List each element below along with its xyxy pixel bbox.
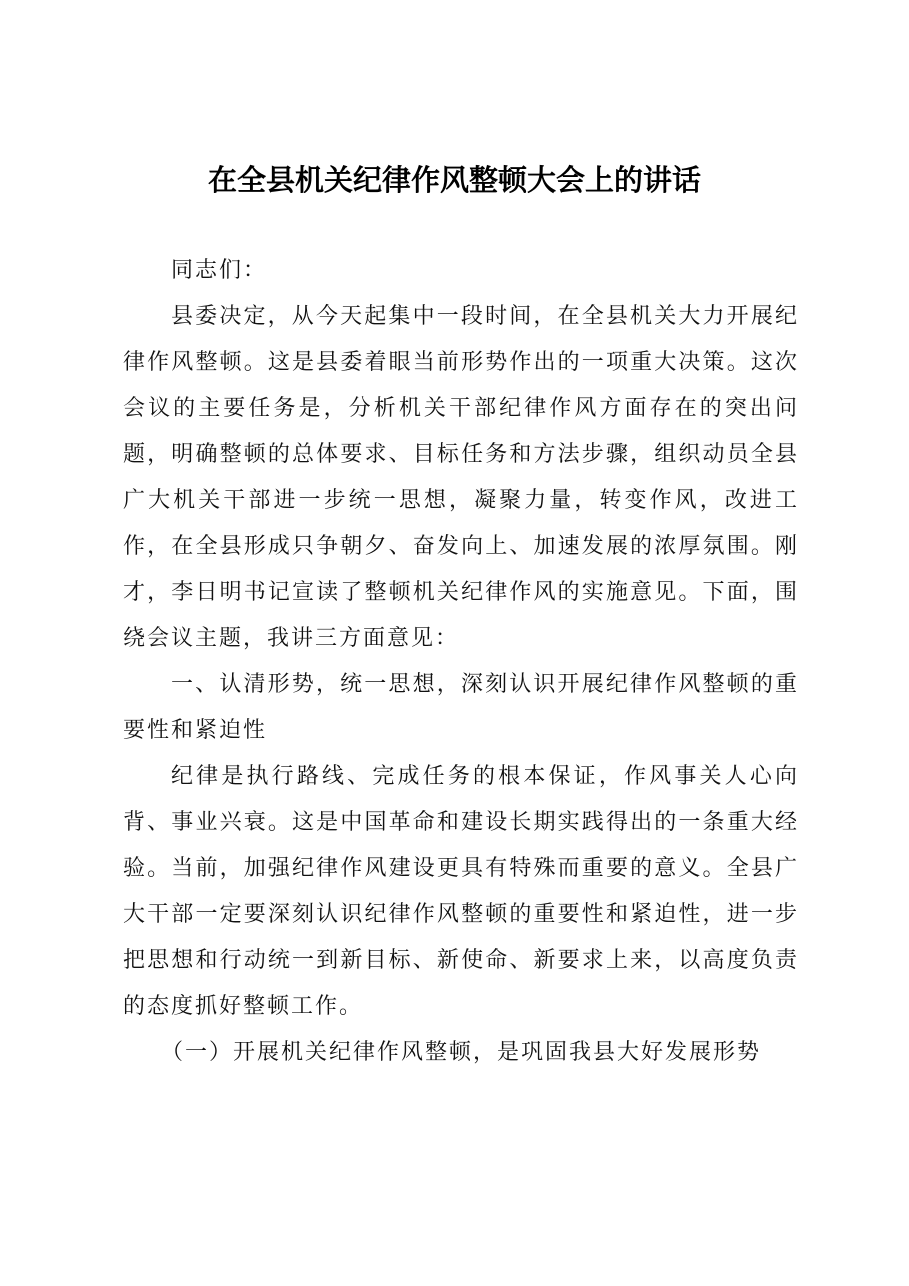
section-heading-1: 一、认清形势，统一思想，深刻认识开展纪律作风整顿的重要性和紧迫性 <box>123 672 799 743</box>
intro-paragraph: 县委决定，从今天起集中一段时间，在全县机关大力开展纪律作风整顿。这是县委着眼当前形势作出的一项重大决策。这次会议的主要任务是，分析机关干部纪律作风方面存在的突出问题，明确整顿的总体要求、目标任务和方法步骤，组织动员全县广大机关干部进一步统一思想，凝聚力量，转变作风，改进工作，在全县形成只争朝夕、奋发向上、加速发展的浓厚氛围。刚才，李日明书记宣读了整顿机关纪律作风的实施意见。下面，围绕会议主题，我讲三方面意见： <box>123 304 799 651</box>
document-body <box>123 248 799 1076</box>
subsection-heading-1: （一）开展机关纪律作风整顿，是巩固我县大好发展形势 <box>161 1040 762 1065</box>
document-title: 在全县机关纪律作风整顿大会上的讲话 <box>207 163 701 197</box>
section-1-paragraph: 纪律是执行路线、完成任务的根本保证，作风事关人心向背、事业兴衰。这是中国革命和建设长期实践得出的一条重大经验。当前，加强纪律作风建设更具有特殊而重要的意义。全县广大干部一定要深刻认识纪律作风整顿的重要性和紧迫性，进一步把思想和行动统一到新目标、新使命、新要求上来，以高度负责的态度抓好整顿工作。 <box>123 764 799 1019</box>
salutation-paragraph: 同志们： <box>171 258 268 283</box>
